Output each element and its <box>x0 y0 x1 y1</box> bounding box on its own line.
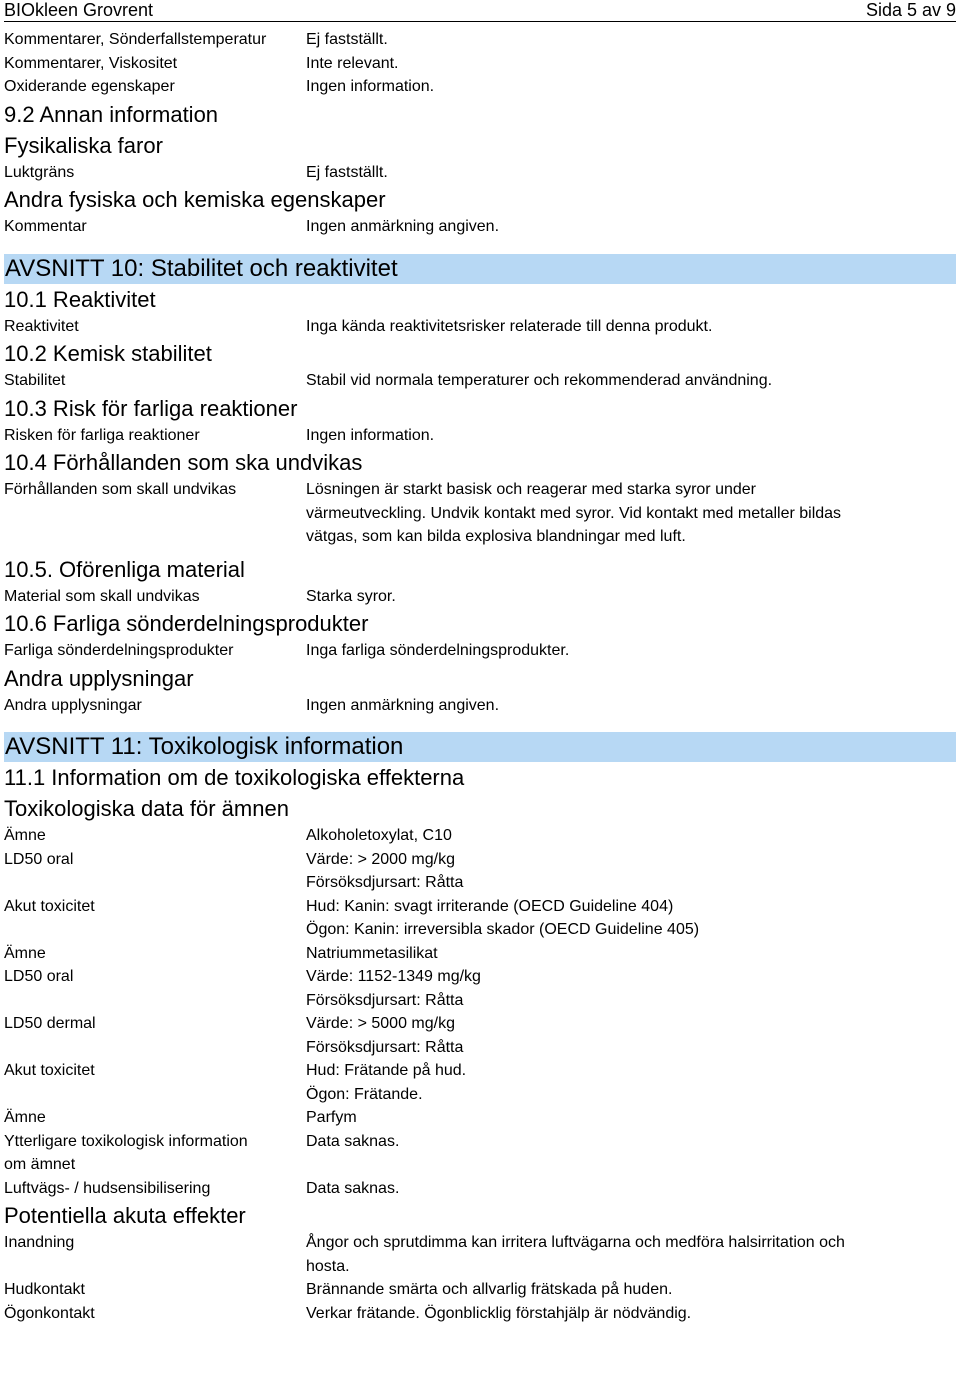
page-number: Sida 5 av 9 <box>865 0 956 20</box>
value-line: Försöksdjursart: Råtta <box>306 874 464 891</box>
effect-row <box>4 1302 956 1326</box>
property-label: Kommentar <box>4 218 87 235</box>
subsection-heading: 10.1 Reaktivitet <box>4 286 156 312</box>
property-row <box>4 369 956 393</box>
property-value: Inga kända reaktivitetsrisker relaterade till denna produkt. <box>306 317 713 335</box>
value-line: Försöksdjursart: Råtta <box>306 1038 464 1056</box>
value-line: Verkar frätande. Ögonblicklig förstahjälp är nödvändig. <box>306 1304 692 1322</box>
effect-row <box>4 1231 956 1278</box>
property-label: Farliga sönderdelningsprodukter <box>4 642 234 659</box>
subsection-heading: 10.4 Förhållanden som ska undvikas <box>4 450 363 475</box>
tox-row <box>4 1130 956 1177</box>
tox-row <box>4 895 956 942</box>
property-row <box>4 52 956 76</box>
subsection-heading: 10.6 Farliga sönderdelningsprodukter <box>4 611 369 636</box>
property-value: Ingen information. <box>306 78 435 95</box>
property-value <box>306 1231 906 1278</box>
property-label: LD50 dermal <box>4 1015 96 1032</box>
subsection-heading: Toxikologiska data för ämnen <box>4 796 289 821</box>
property-row <box>4 315 956 339</box>
value-line: Värde: > 5000 mg/kg <box>306 1015 455 1032</box>
property-label: Förhållanden som skall undvikas <box>4 481 237 498</box>
document-title: BIOkleen Grovrent <box>4 0 154 20</box>
property-row <box>4 424 956 448</box>
property-value <box>306 848 906 895</box>
property-label <box>4 1130 306 1177</box>
property-label: Reaktivitet <box>4 317 79 335</box>
property-value <box>306 1278 906 1302</box>
property-label: Oxiderande egenskaper <box>4 78 175 95</box>
property-label: Andra upplysningar <box>4 696 142 714</box>
property-label: Inandning <box>4 1234 75 1251</box>
property-row <box>4 161 956 185</box>
subsection-heading: 10.3 Risk för farliga reaktioner <box>4 395 298 421</box>
property-value: Ej fastställt. <box>306 163 388 181</box>
value-line: Brännande smärta och allvarlig frätskada på huden. <box>306 1281 673 1298</box>
property-value: Inga farliga sönderdelningsprodukter. <box>306 642 570 659</box>
tox-row <box>4 848 956 895</box>
value-line: Lösningen är starkt basisk och reagerar med starka syror under <box>306 481 756 498</box>
subsection-heading: Fysikaliska faror <box>4 132 163 158</box>
property-label: Hudkontakt <box>4 1281 85 1298</box>
property-label: Akut toxicitet <box>4 897 95 915</box>
property-label: Stabilitet <box>4 372 66 389</box>
value-line: Hud: Frätande på hud. <box>306 1062 467 1079</box>
section-heading: AVSNITT 10: Stabilitet och reaktivitet <box>4 254 956 284</box>
property-label: Ämne <box>4 944 46 962</box>
value-line: Data saknas. <box>306 1132 400 1150</box>
subsection-heading: 9.2 Annan information <box>4 101 219 127</box>
property-value <box>306 942 906 966</box>
property-value <box>306 1130 906 1154</box>
property-value <box>306 478 906 549</box>
property-value <box>306 1106 906 1130</box>
tox-row <box>4 1106 956 1130</box>
subsection-heading: Potentiella akuta effekter <box>4 1203 246 1228</box>
property-value <box>306 1012 906 1059</box>
property-label: Ämne <box>4 827 46 844</box>
property-value: Ingen information. <box>306 426 435 444</box>
property-value <box>306 1059 906 1106</box>
tox-row <box>4 942 956 966</box>
property-value <box>306 1302 906 1326</box>
subsection-heading: Andra upplysningar <box>4 665 194 691</box>
value-line: hosta. <box>306 1257 350 1275</box>
section-heading: AVSNITT 11: Toxikologisk information <box>4 732 956 762</box>
value-line: Ögon: Frätande. <box>306 1085 423 1103</box>
property-value: Starka syror. <box>306 587 396 605</box>
tox-row <box>4 1059 956 1106</box>
document-body <box>4 28 956 1325</box>
value-line: Försöksdjursart: Råtta <box>306 991 464 1009</box>
label-line: Ytterligare toxikologisk information <box>4 1132 248 1150</box>
property-row <box>4 694 956 718</box>
property-value: Stabil vid normala temperaturer och rekommenderad användning. <box>306 372 773 389</box>
value-line: Data saknas. <box>306 1179 400 1197</box>
property-value: Ej fastställt. <box>306 31 388 48</box>
effect-row <box>4 1278 956 1302</box>
value-line: Hud: Kanin: svagt irriterande (OECD Guideline 404) <box>306 897 674 915</box>
value-line: vätgas, som kan bilda explosiva blandningar med luft. <box>306 528 686 545</box>
property-row <box>4 478 956 549</box>
value-line: Natriummetasilikat <box>306 944 438 962</box>
property-label: Luktgräns <box>4 163 75 181</box>
property-label: LD50 oral <box>4 850 74 868</box>
value-line: värmeutveckling. Undvik kontakt med syror. Vid kontakt med metaller bildas <box>306 504 842 522</box>
value-line: Värde: > 2000 mg/kg <box>306 850 455 868</box>
property-value: Ingen anmärkning angiven. <box>306 696 500 714</box>
subsection-heading: 11.1 Information om de toxikologiska effekterna <box>4 765 465 790</box>
property-label: Kommentarer, Viskositet <box>4 54 178 72</box>
value-line: Alkoholetoxylat, C10 <box>306 827 452 844</box>
property-label: Material som skall undvikas <box>4 587 200 605</box>
page-header <box>4 0 956 22</box>
label-line: om ämnet <box>4 1156 76 1173</box>
property-row <box>4 75 956 99</box>
property-value <box>306 895 906 942</box>
property-label: Luftvägs- / hudsensibilisering <box>4 1179 211 1197</box>
property-label: Kommentarer, Sönderfallstemperatur <box>4 31 267 48</box>
property-row <box>4 585 956 609</box>
property-label: Risken för farliga reaktioner <box>4 426 200 444</box>
subsection-heading: 10.5. Oförenliga material <box>4 556 245 582</box>
property-row <box>4 215 956 239</box>
value-line: Ångor och sprutdimma kan irritera luftvägarna och medföra halsirritation och <box>306 1234 845 1251</box>
property-row <box>4 639 956 663</box>
subsection-heading: Andra fysiska och kemiska egenskaper <box>4 187 386 212</box>
property-value <box>306 965 906 1012</box>
tox-row <box>4 965 956 1012</box>
tox-row <box>4 1012 956 1059</box>
subsection-heading: 10.2 Kemisk stabilitet <box>4 341 212 366</box>
tox-row <box>4 1177 956 1201</box>
value-line: Ögon: Kanin: irreversibla skador (OECD Guideline 405) <box>306 921 700 938</box>
tox-row <box>4 824 956 848</box>
property-label: Ögonkontakt <box>4 1304 95 1322</box>
property-label: Ämne <box>4 1109 46 1126</box>
property-row <box>4 28 956 52</box>
property-value <box>306 824 906 848</box>
property-label: LD50 oral <box>4 968 74 985</box>
property-value <box>306 1177 906 1201</box>
property-label: Akut toxicitet <box>4 1062 95 1079</box>
value-line: Parfym <box>306 1109 357 1126</box>
property-value: Inte relevant. <box>306 54 399 72</box>
property-value: Ingen anmärkning angiven. <box>306 218 500 235</box>
value-line: Värde: 1152-1349 mg/kg <box>306 968 481 985</box>
